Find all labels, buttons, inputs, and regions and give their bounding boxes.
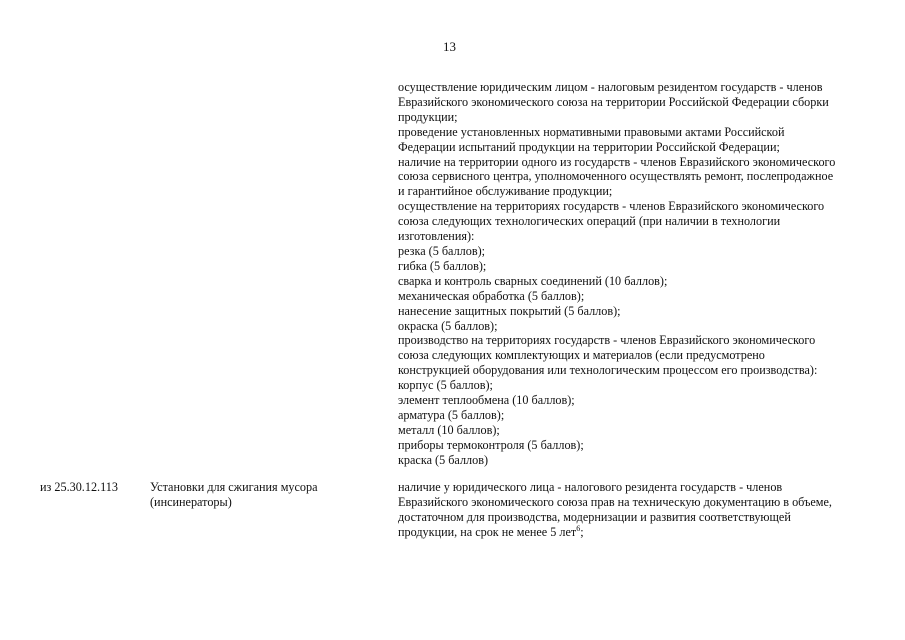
text-line: окраска (5 баллов);	[398, 318, 498, 333]
text-line: корпус (5 баллов);	[398, 378, 493, 393]
criteria-line: Евразийского экономического союза прав на техническую документацию в объеме,	[398, 494, 832, 509]
criteria-line: достаточном для производства, модернизации и развития соответствующей	[398, 509, 791, 524]
text-line: арматура (5 баллов);	[398, 407, 505, 422]
criteria-last-suffix: ;	[580, 524, 584, 539]
text-line: гибка (5 баллов);	[398, 258, 487, 273]
product-name	[150, 480, 318, 510]
text-line: сварка и контроль сварных соединений (10 баллов);	[398, 273, 668, 288]
text-line: приборы термоконтроля (5 баллов);	[398, 437, 584, 452]
text-line: союза следующих технологических операций (при наличии в технологии	[398, 214, 781, 229]
continued-criteria-text	[398, 80, 878, 468]
text-line: продукции;	[398, 109, 458, 124]
text-line: изготовления):	[398, 229, 475, 244]
criteria-line-last	[398, 525, 878, 540]
product-code: из 25.30.12.113	[40, 480, 118, 494]
text-line: осуществление на территориях государств - членов Евразийского экономического	[398, 199, 825, 214]
product-name-line: Установки для сжигания мусора	[150, 480, 318, 494]
text-line: Евразийского экономического союза на территории Российской Федерации сборки	[398, 94, 829, 109]
text-line: проведение установленных нормативными правовыми актами Российской	[398, 124, 785, 139]
text-line: союза следующих комплектующих и материалов (если предусмотрено	[398, 348, 765, 363]
text-line: краска (5 баллов)	[398, 452, 489, 467]
text-line: и гарантийное обслуживание продукции;	[398, 184, 613, 199]
product-name-line: (инсинераторы)	[150, 494, 232, 509]
text-line: конструкцией оборудования или технологическим процессом его производства):	[398, 363, 818, 378]
text-line: резка (5 баллов);	[398, 243, 486, 258]
text-line: производство на территориях государств - членов Евразийского экономического	[398, 333, 816, 348]
footnote-mark[interactable]: 6	[576, 523, 581, 533]
text-line: элемент теплообмена (10 баллов);	[398, 393, 575, 408]
product-criteria	[398, 480, 878, 540]
criteria-line: наличие у юридического лица - налогового резидента государств - членов	[398, 480, 783, 494]
text-line: наличие на территории одного из государств - членов Евразийского экономического	[398, 154, 836, 169]
text-line: нанесение защитных покрытий (5 баллов);	[398, 303, 621, 318]
page-number: 13	[443, 39, 456, 54]
text-line: Федерации испытаний продукции на территории Российской Федерации;	[398, 139, 780, 154]
text-line: механическая обработка (5 баллов);	[398, 288, 585, 303]
text-line: металл (10 баллов);	[398, 422, 500, 437]
text-line: осуществление юридическим лицом - налоговым резидентом государств - членов	[398, 80, 823, 94]
criteria-last-text: продукции, на срок не менее 5 лет	[398, 524, 577, 539]
text-line: союза сервисного центра, уполномоченного осуществлять ремонт, послепродажное	[398, 169, 834, 184]
